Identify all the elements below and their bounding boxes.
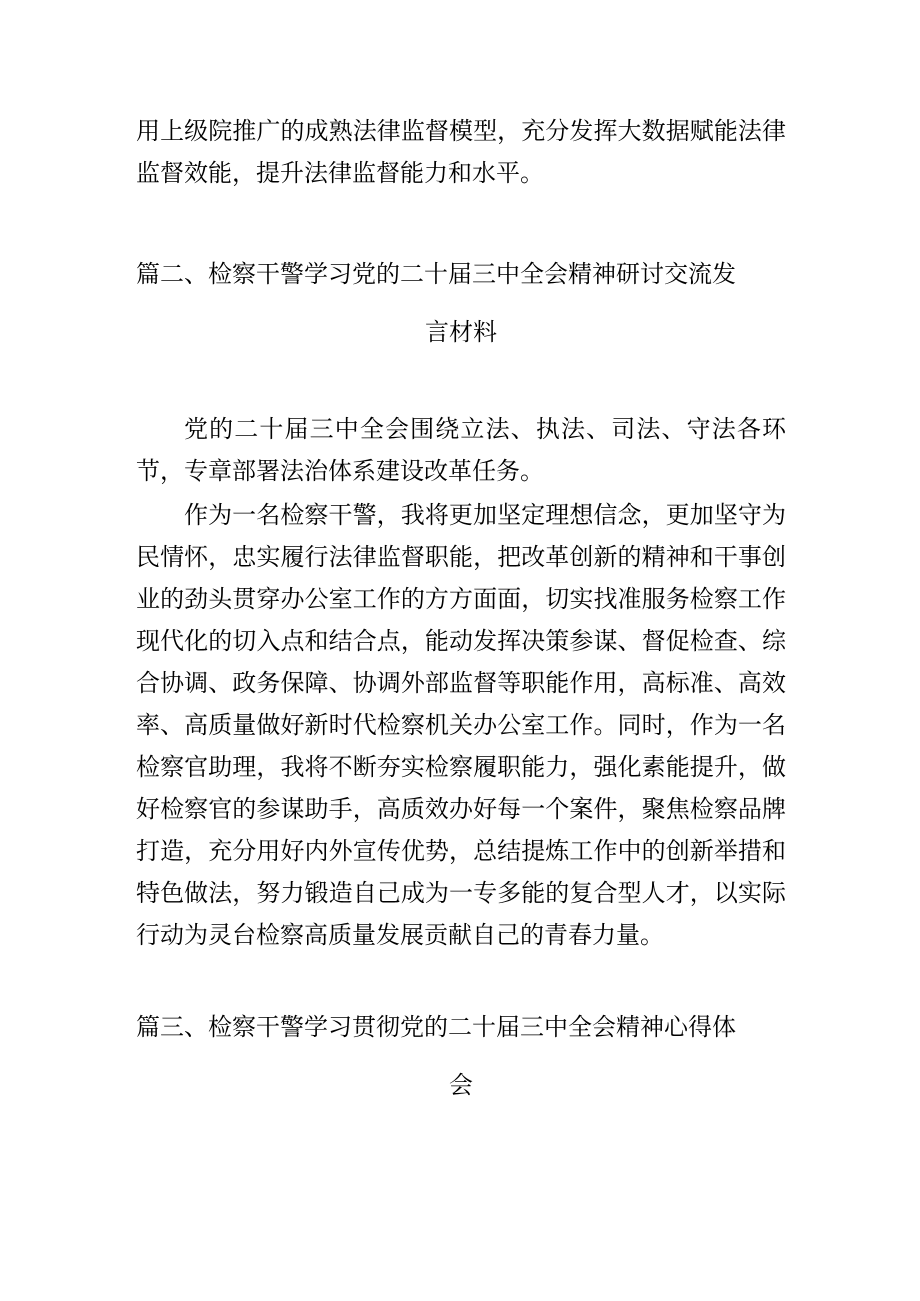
section2-title-line2: 言材料: [425, 318, 497, 346]
section3-title-line1: 篇三、检察干警学习贯彻党的二十届三中全会精神心得体: [136, 1013, 736, 1041]
section2-title-line1: 篇二、检察干警学习党的二十届三中全会精神研讨交流发: [136, 260, 736, 288]
intro-paragraph: 用上级院推广的成熟法律监督模型，充分发挥大数据赋能法律监督效能，提升法律监督能力和水平。: [136, 117, 786, 187]
section2-paragraph-2: 作为一名检察干警，我将更加坚定理想信念，更加坚守为民情怀，忠实履行法律监督职能，把改革创新的精神和干事创业的劲头贯穿办公室工作的方方面面，切实找准服务检察工作现代化的切入点和结合点，能动发挥决策参谋、督促检查、综合协调、政务保障、协调外部监督等职能作用，高标准、高效率、高质量做好新时代检察机关办公室工作。同时，作为一名检察官助理，我将不断夯实检察履职能力，强化素能提升，做好检察官的参谋助手，高质效办好每一个案件，聚焦检察品牌打造，充分用好内外宣传优势，总结提炼工作中的创新举措和特色做法，努力锻造自己成为一专多能的复合型人才，以实际行动为灵台检察高质量发展贡献自己的青春力量。: [136, 501, 786, 949]
section2-paragraph-1: 党的二十届三中全会围绕立法、执法、司法、守法各环节，专章部署法治体系建设改革任务。: [136, 415, 786, 485]
section3-title-line2: 会: [449, 1071, 473, 1099]
